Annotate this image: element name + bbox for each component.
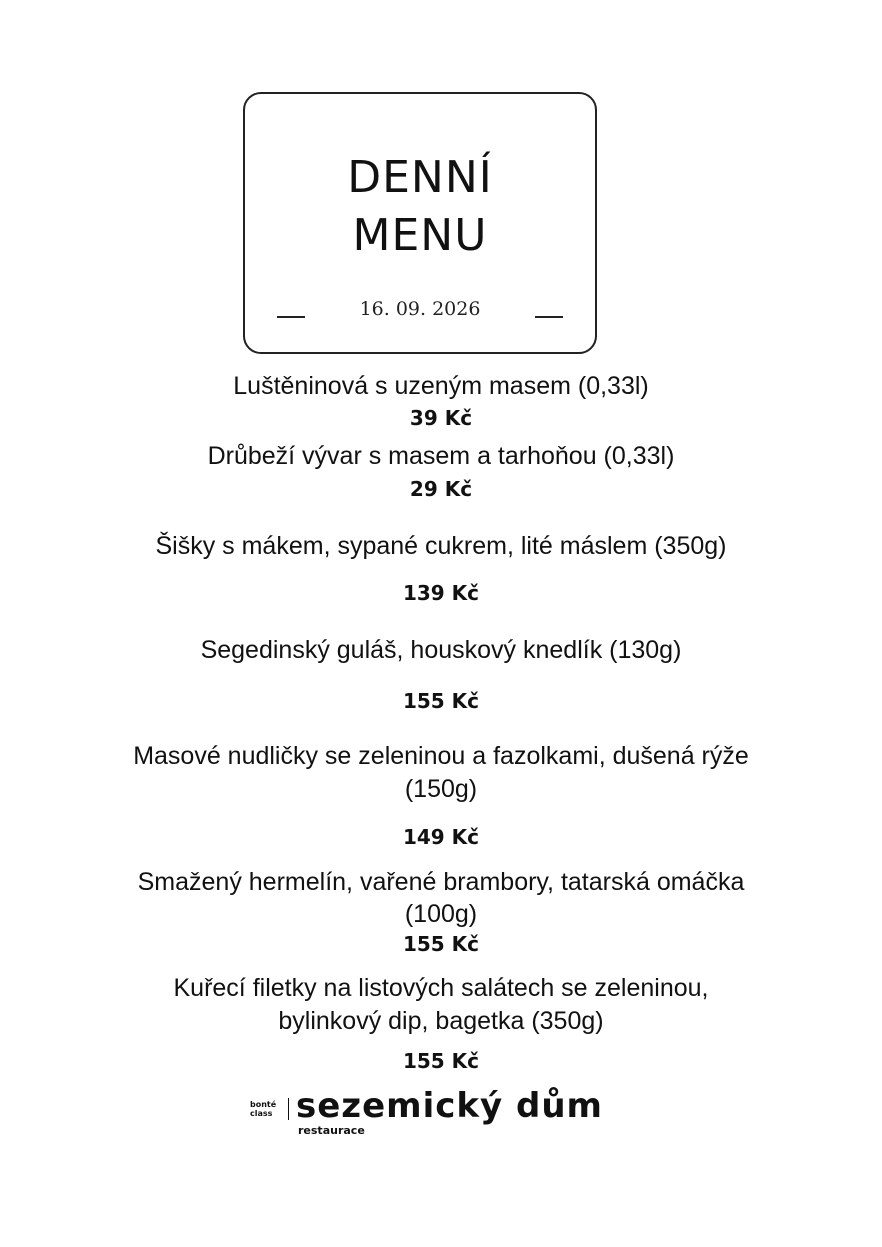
restaurant-logo [250,1086,630,1142]
menu-item-name-cont: (150g) [404,775,478,803]
menu-item-price: 155 Kč [402,1049,480,1073]
title-line-1: DENNÍ [347,152,493,203]
menu-date: 16. 09. 2026 [359,298,481,320]
menu-item-name: Šišky s mákem, sypané cukrem, lité máslem (350g) [155,532,727,560]
menu-item-price: 39 Kč [409,406,473,430]
title-line-2: MENU [352,210,488,261]
menu-item-price: 155 Kč [402,932,480,956]
logo-brand-small [250,1100,276,1118]
menu-item-name: Segedinský guláš, houskový knedlík (130g) [200,636,682,664]
menu-item-name: Drůbeží vývar s masem a tarhoňou (0,33l) [207,442,675,470]
logo-small-line-2: class [250,1109,273,1118]
menu-header-box [243,92,597,354]
date-dash-right [535,316,563,318]
menu-item-name: Luštěninová s uzeným masem (0,33l) [233,372,649,400]
logo-separator [288,1098,289,1120]
logo-wordmark: sezemický dům [296,1086,603,1126]
logo-subtitle: restaurace [298,1124,365,1137]
logo-small-line-1: bonté [250,1100,277,1109]
menu-item-name-cont: (100g) [404,900,478,928]
menu-item-name: Smažený hermelín, vařené brambory, tatarská omáčka [137,868,745,896]
menu-item-name-cont: bylinkový dip, bagetka (350g) [278,1007,604,1035]
menu-item-price: 139 Kč [402,581,480,605]
menu-item-price: 149 Kč [402,825,480,849]
menu-item-price: 155 Kč [402,689,480,713]
menu-item-name: Masové nudličky se zeleninou a fazolkami, dušená rýže [133,742,749,770]
menu-item-price: 29 Kč [409,477,473,501]
menu-item-name: Kuřecí filetky na listových salátech se zeleninou, [173,974,709,1002]
